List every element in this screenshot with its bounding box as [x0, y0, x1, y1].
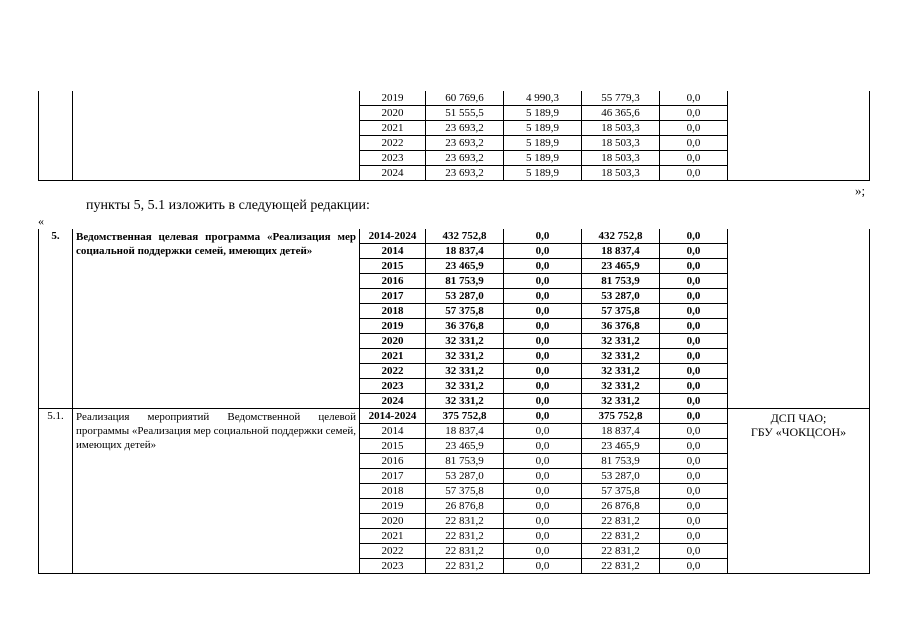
- item-number-cell: 5.1.: [39, 409, 73, 574]
- source3-cell: 0,0: [660, 439, 728, 454]
- item-description-cell: Реализация мероприятий Ведомственной целевой программы «Реализация мер социальной поддержки семей, имеющих детей»: [73, 409, 360, 574]
- item-description-cell: Ведомственная целевая программа «Реализация мер социальной поддержки семей, имеющих детей»: [73, 229, 360, 409]
- source3-cell: 0,0: [660, 136, 728, 151]
- source2-cell: 18 837,4: [582, 424, 660, 439]
- responsible-line-2: ГБУ «ЧОКЦСОН»: [750, 425, 847, 439]
- item-description-cell: [73, 91, 360, 181]
- total-cell: 23 693,2: [426, 121, 504, 136]
- total-cell: 23 465,9: [426, 439, 504, 454]
- source2-cell: 22 831,2: [582, 559, 660, 574]
- year-cell: 2019: [360, 319, 426, 334]
- source1-cell: 0,0: [504, 439, 582, 454]
- source2-cell: 18 837,4: [582, 244, 660, 259]
- source1-cell: 0,0: [504, 409, 582, 424]
- source3-cell: 0,0: [660, 454, 728, 469]
- source1-cell: 0,0: [504, 229, 582, 244]
- total-cell: 23 465,9: [426, 259, 504, 274]
- table-row: [39, 91, 870, 106]
- source1-cell: 5 189,9: [504, 106, 582, 121]
- source1-cell: 0,0: [504, 394, 582, 409]
- source1-cell: 0,0: [504, 484, 582, 499]
- total-cell: 23 693,2: [426, 151, 504, 166]
- source3-cell: 0,0: [660, 409, 728, 424]
- source2-cell: 32 331,2: [582, 349, 660, 364]
- source3-cell: 0,0: [660, 559, 728, 574]
- responsible-line-1: ДСП ЧАО;: [770, 411, 827, 425]
- source1-cell: 0,0: [504, 499, 582, 514]
- year-cell: 2017: [360, 469, 426, 484]
- source2-cell: 22 831,2: [582, 514, 660, 529]
- source2-cell: 46 365,6: [582, 106, 660, 121]
- source1-cell: 0,0: [504, 334, 582, 349]
- source2-cell: 22 831,2: [582, 529, 660, 544]
- source1-cell: 5 189,9: [504, 151, 582, 166]
- source1-cell: 5 189,9: [504, 136, 582, 151]
- total-cell: 22 831,2: [426, 544, 504, 559]
- source3-cell: 0,0: [660, 424, 728, 439]
- responsible-cell: [728, 409, 870, 574]
- total-cell: 32 331,2: [426, 364, 504, 379]
- year-cell: 2024: [360, 394, 426, 409]
- total-cell: 53 287,0: [426, 289, 504, 304]
- total-cell: 22 831,2: [426, 514, 504, 529]
- closing-quote: »;: [855, 183, 866, 198]
- source1-cell: 0,0: [504, 349, 582, 364]
- source3-cell: 0,0: [660, 349, 728, 364]
- source3-cell: 0,0: [660, 544, 728, 559]
- source3-cell: 0,0: [660, 469, 728, 484]
- responsible-cell: [728, 229, 870, 409]
- item-number-cell: [39, 91, 73, 181]
- total-cell: 32 331,2: [426, 379, 504, 394]
- source3-cell: 0,0: [660, 151, 728, 166]
- source1-cell: 0,0: [504, 544, 582, 559]
- total-cell: 18 837,4: [426, 424, 504, 439]
- source2-cell: 375 752,8: [582, 409, 660, 424]
- total-cell: 60 769,6: [426, 91, 504, 106]
- year-cell: 2018: [360, 484, 426, 499]
- year-cell: 2014: [360, 244, 426, 259]
- total-cell: 51 555,5: [426, 106, 504, 121]
- source3-cell: 0,0: [660, 364, 728, 379]
- source2-cell: 18 503,3: [582, 166, 660, 181]
- year-cell: 2020: [360, 514, 426, 529]
- source3-cell: 0,0: [660, 244, 728, 259]
- source2-cell: 32 331,2: [582, 394, 660, 409]
- total-cell: 32 331,2: [426, 334, 504, 349]
- year-cell: 2023: [360, 151, 426, 166]
- year-cell: 2016: [360, 274, 426, 289]
- year-cell: 2014-2024: [360, 229, 426, 244]
- source1-cell: 0,0: [504, 424, 582, 439]
- source2-cell: 32 331,2: [582, 334, 660, 349]
- year-cell: 2022: [360, 364, 426, 379]
- total-cell: 32 331,2: [426, 349, 504, 364]
- year-cell: 2016: [360, 454, 426, 469]
- source1-cell: 0,0: [504, 379, 582, 394]
- source1-cell: 4 990,3: [504, 91, 582, 106]
- source2-cell: 18 503,3: [582, 151, 660, 166]
- source3-cell: 0,0: [660, 394, 728, 409]
- source2-cell: 32 331,2: [582, 379, 660, 394]
- source2-cell: 432 752,8: [582, 229, 660, 244]
- source3-cell: 0,0: [660, 259, 728, 274]
- year-cell: 2023: [360, 559, 426, 574]
- source1-cell: 0,0: [504, 559, 582, 574]
- total-cell: 81 753,9: [426, 454, 504, 469]
- year-cell: 2023: [360, 379, 426, 394]
- year-cell: 2020: [360, 334, 426, 349]
- source2-cell: 53 287,0: [582, 289, 660, 304]
- source3-cell: 0,0: [660, 499, 728, 514]
- year-cell: 2019: [360, 91, 426, 106]
- item-number-cell: 5.: [39, 229, 73, 409]
- source3-cell: 0,0: [660, 334, 728, 349]
- source3-cell: 0,0: [660, 514, 728, 529]
- year-cell: 2018: [360, 304, 426, 319]
- source2-cell: 81 753,9: [582, 454, 660, 469]
- total-cell: 375 752,8: [426, 409, 504, 424]
- source3-cell: 0,0: [660, 529, 728, 544]
- source2-cell: 57 375,8: [582, 304, 660, 319]
- year-cell: 2021: [360, 349, 426, 364]
- source3-cell: 0,0: [660, 304, 728, 319]
- source1-cell: 0,0: [504, 259, 582, 274]
- source2-cell: 36 376,8: [582, 319, 660, 334]
- source3-cell: 0,0: [660, 229, 728, 244]
- source1-cell: 0,0: [504, 364, 582, 379]
- source3-cell: 0,0: [660, 484, 728, 499]
- total-cell: 18 837,4: [426, 244, 504, 259]
- source1-cell: 5 189,9: [504, 121, 582, 136]
- source1-cell: 5 189,9: [504, 166, 582, 181]
- total-cell: 432 752,8: [426, 229, 504, 244]
- source2-cell: 57 375,8: [582, 484, 660, 499]
- year-cell: 2022: [360, 136, 426, 151]
- table-row: [39, 409, 870, 424]
- source3-cell: 0,0: [660, 106, 728, 121]
- source1-cell: 0,0: [504, 304, 582, 319]
- source3-cell: 0,0: [660, 274, 728, 289]
- source2-cell: 53 287,0: [582, 469, 660, 484]
- source2-cell: 22 831,2: [582, 544, 660, 559]
- source2-cell: 23 465,9: [582, 439, 660, 454]
- year-cell: 2021: [360, 121, 426, 136]
- amendment-paragraph: пункты 5, 5.1 изложить в следующей редакции:: [86, 198, 370, 213]
- year-cell: 2020: [360, 106, 426, 121]
- opening-quote: «: [38, 214, 44, 228]
- total-cell: 23 693,2: [426, 136, 504, 151]
- source2-cell: 18 503,3: [582, 136, 660, 151]
- total-cell: 26 876,8: [426, 499, 504, 514]
- year-cell: 2014: [360, 424, 426, 439]
- source1-cell: 0,0: [504, 454, 582, 469]
- source3-cell: 0,0: [660, 91, 728, 106]
- source2-cell: 55 779,3: [582, 91, 660, 106]
- total-cell: 57 375,8: [426, 484, 504, 499]
- budget-table-items-5: [38, 229, 870, 574]
- source1-cell: 0,0: [504, 514, 582, 529]
- year-cell: 2015: [360, 439, 426, 454]
- source3-cell: 0,0: [660, 166, 728, 181]
- source2-cell: 18 503,3: [582, 121, 660, 136]
- total-cell: 81 753,9: [426, 274, 504, 289]
- total-cell: 36 376,8: [426, 319, 504, 334]
- total-cell: 57 375,8: [426, 304, 504, 319]
- source3-cell: 0,0: [660, 289, 728, 304]
- total-cell: 23 693,2: [426, 166, 504, 181]
- source1-cell: 0,0: [504, 289, 582, 304]
- source3-cell: 0,0: [660, 319, 728, 334]
- source2-cell: 23 465,9: [582, 259, 660, 274]
- source1-cell: 0,0: [504, 469, 582, 484]
- source1-cell: 0,0: [504, 244, 582, 259]
- year-cell: 2019: [360, 499, 426, 514]
- source2-cell: 81 753,9: [582, 274, 660, 289]
- year-cell: 2017: [360, 289, 426, 304]
- table-row: [39, 229, 870, 244]
- year-cell: 2022: [360, 544, 426, 559]
- total-cell: 53 287,0: [426, 469, 504, 484]
- budget-table-continuation: [38, 91, 870, 181]
- year-cell: 2015: [360, 259, 426, 274]
- source2-cell: 26 876,8: [582, 499, 660, 514]
- source1-cell: 0,0: [504, 529, 582, 544]
- total-cell: 22 831,2: [426, 529, 504, 544]
- source3-cell: 0,0: [660, 379, 728, 394]
- source3-cell: 0,0: [660, 121, 728, 136]
- source2-cell: 32 331,2: [582, 364, 660, 379]
- source1-cell: 0,0: [504, 319, 582, 334]
- year-cell: 2021: [360, 529, 426, 544]
- total-cell: 32 331,2: [426, 394, 504, 409]
- year-cell: 2014-2024: [360, 409, 426, 424]
- responsible-cell: [728, 91, 870, 181]
- total-cell: 22 831,2: [426, 559, 504, 574]
- year-cell: 2024: [360, 166, 426, 181]
- source1-cell: 0,0: [504, 274, 582, 289]
